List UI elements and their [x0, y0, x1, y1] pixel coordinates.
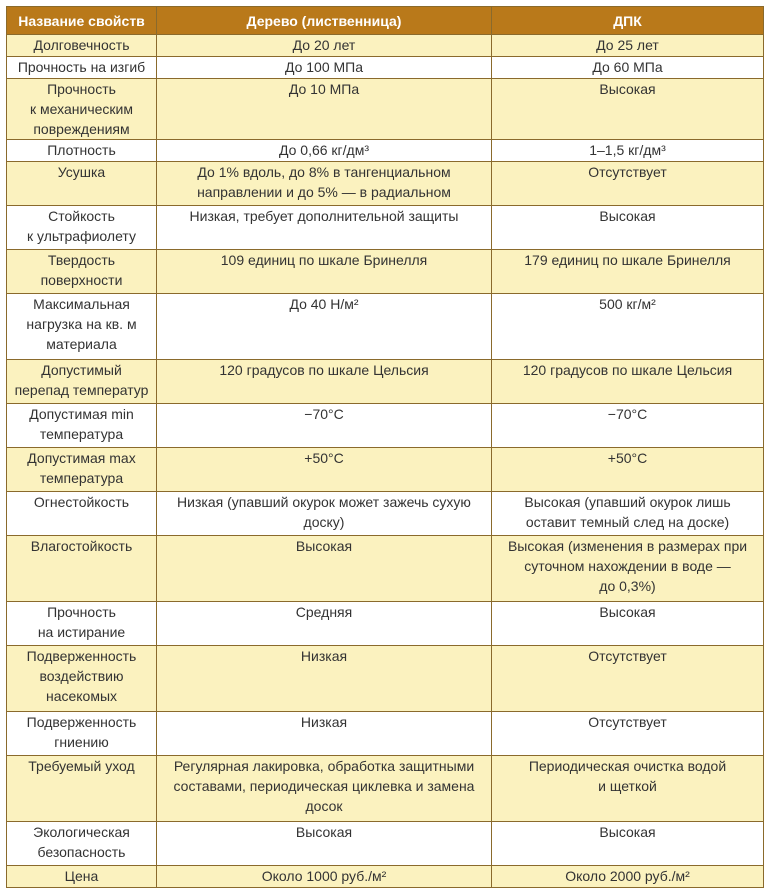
cell-text-line: и щеткой	[598, 778, 657, 794]
table-row	[7, 294, 764, 360]
cell-text-line: Высокая	[599, 604, 656, 620]
cell-text-line: Твердость	[47, 252, 116, 268]
cell-text-line: +50°С	[304, 450, 344, 466]
wpc-cell	[492, 866, 764, 888]
property-cell	[7, 646, 157, 712]
table-row	[7, 57, 764, 79]
cell-text-line: составами, периодическая циклевка и замена	[173, 778, 475, 794]
property-cell	[7, 206, 157, 250]
cell-text-line: До 20 лет	[292, 37, 356, 53]
wood-cell	[157, 866, 492, 888]
cell-text-line: 179 единиц по шкале Бринелля	[524, 252, 731, 268]
cell-text-line: Низкая	[300, 648, 348, 664]
wpc-cell	[492, 756, 764, 822]
cell-text-line: суточном нахождении в воде —	[524, 558, 731, 574]
wood-cell	[157, 140, 492, 162]
cell-text-line: 109 единиц по шкале Бринелля	[220, 252, 428, 268]
cell-text-line: направлении и до 5% — в радиальном	[197, 184, 451, 200]
cell-text-line: Цена	[64, 868, 99, 884]
cell-text-line: 1–1,5 кг/дм³	[589, 142, 666, 158]
wood-cell	[157, 602, 492, 646]
cell-text-line: Отсутствует	[588, 648, 667, 664]
comparison-table	[6, 6, 764, 888]
cell-text-line: Прочность на изгиб	[17, 59, 146, 75]
cell-text-line: температура	[39, 470, 124, 486]
wpc-cell	[492, 404, 764, 448]
cell-text-line: температура	[39, 426, 124, 442]
cell-text-line: Огнестойкость	[33, 494, 130, 510]
header-wpc: ДПК	[492, 7, 764, 35]
cell-text-line: Регулярная лакировка, обработка защитными	[173, 758, 475, 774]
table-row	[7, 404, 764, 448]
wood-cell	[157, 404, 492, 448]
cell-text-line: Высокая	[599, 824, 656, 840]
table-row	[7, 536, 764, 602]
cell-text-line: Низкая (упавший окурок может зажечь сухую	[177, 494, 471, 510]
property-cell	[7, 404, 157, 448]
table-row	[7, 712, 764, 756]
cell-text-line: Экологическая	[33, 824, 130, 840]
cell-text-line: До 25 лет	[596, 37, 659, 53]
property-cell	[7, 79, 157, 140]
table-row	[7, 756, 764, 822]
cell-text-line: оставит темный след на доске)	[525, 514, 730, 530]
cell-text-line: Допустимая max	[27, 450, 136, 466]
cell-text-line: перепад температур	[14, 382, 149, 398]
cell-text-line: Подверженность	[26, 648, 137, 664]
property-cell	[7, 492, 157, 536]
wpc-cell	[492, 294, 764, 360]
table-row	[7, 162, 764, 206]
cell-text-line: Отсутствует	[588, 164, 667, 180]
table-row	[7, 822, 764, 866]
wood-cell	[157, 822, 492, 866]
wpc-cell	[492, 536, 764, 602]
table-row	[7, 492, 764, 536]
cell-text-line: До 60 МПа	[592, 59, 663, 75]
wpc-cell	[492, 250, 764, 294]
cell-text-line: доску)	[303, 514, 345, 530]
cell-text-line: материала	[46, 336, 117, 352]
cell-text-line: Средняя	[295, 604, 353, 620]
cell-text-line: досок	[305, 798, 343, 814]
table-row	[7, 79, 764, 140]
table-row	[7, 140, 764, 162]
property-cell	[7, 866, 157, 888]
cell-text-line: Допустимый	[41, 362, 122, 378]
cell-text-line: −70°С	[607, 406, 648, 422]
header-wood: Дерево (лиственница)	[157, 7, 492, 35]
cell-text-line: Стойкость	[48, 208, 115, 224]
cell-text-line: Долговечность	[33, 37, 130, 53]
wpc-cell	[492, 822, 764, 866]
wood-cell	[157, 35, 492, 57]
cell-text-line: 120 градусов по шкале Цельсия	[522, 362, 733, 378]
cell-text-line: До 1% вдоль, до 8% в тангенциальном	[197, 164, 451, 180]
wood-cell	[157, 536, 492, 602]
cell-text-line: Допустимая min	[29, 406, 134, 422]
table-row	[7, 360, 764, 404]
wpc-cell	[492, 712, 764, 756]
cell-text-line: до 0,3%)	[599, 578, 656, 594]
wood-cell	[157, 448, 492, 492]
cell-text-line: Требуемый уход	[28, 758, 135, 774]
table-row	[7, 35, 764, 57]
cell-text-line: Низкая, требует дополнительной защиты	[189, 208, 459, 224]
cell-text-line: поверхности	[40, 272, 123, 288]
cell-text-line: +50°С	[607, 450, 648, 466]
cell-text-line: к ультрафиолету	[27, 228, 136, 244]
cell-text-line: Периодическая очистка водой	[528, 758, 727, 774]
cell-text-line: Высокая (изменения в размерах при	[507, 538, 748, 554]
cell-text-line: к механическим	[30, 101, 133, 117]
header-row	[7, 7, 764, 35]
property-cell	[7, 712, 157, 756]
cell-text-line: гниению	[54, 734, 109, 750]
cell-text-line: До 40 Н/м²	[289, 296, 359, 312]
cell-text-line: 120 градусов по шкале Цельсия	[219, 362, 429, 378]
property-cell	[7, 57, 157, 79]
cell-text-line: Низкая	[300, 714, 348, 730]
cell-text-line: Усушка	[57, 164, 106, 180]
wpc-cell	[492, 492, 764, 536]
cell-text-line: Прочность	[47, 604, 116, 620]
wpc-cell	[492, 57, 764, 79]
property-cell	[7, 602, 157, 646]
wpc-cell	[492, 35, 764, 57]
wpc-cell	[492, 448, 764, 492]
table-body	[7, 35, 764, 888]
cell-text-line: Плотность	[47, 142, 116, 158]
property-cell	[7, 448, 157, 492]
wood-cell	[157, 712, 492, 756]
wood-cell	[157, 162, 492, 206]
cell-text-line: Высокая	[599, 208, 656, 224]
cell-text-line: повреждениям	[33, 121, 130, 137]
wood-cell	[157, 646, 492, 712]
table-row	[7, 646, 764, 712]
cell-text-line: 500 кг/м²	[599, 296, 656, 312]
cell-text-line: Высокая (упавший окурок лишь	[524, 494, 731, 510]
property-cell	[7, 536, 157, 602]
cell-text-line: нагрузка на кв. м	[26, 316, 137, 332]
wpc-cell	[492, 162, 764, 206]
wood-cell	[157, 250, 492, 294]
cell-text-line: Высокая	[295, 538, 353, 554]
cell-text-line: Высокая	[295, 824, 353, 840]
property-cell	[7, 250, 157, 294]
property-cell	[7, 162, 157, 206]
cell-text-line: насекомых	[45, 688, 118, 704]
property-cell	[7, 756, 157, 822]
wpc-cell	[492, 206, 764, 250]
cell-text-line: Около 2000 руб./м²	[565, 868, 690, 884]
wpc-cell	[492, 360, 764, 404]
wpc-cell	[492, 140, 764, 162]
wood-cell	[157, 492, 492, 536]
wood-cell	[157, 294, 492, 360]
cell-text-line: −70°С	[304, 406, 344, 422]
cell-text-line: безопасность	[37, 844, 126, 860]
cell-text-line: Максимальная	[33, 296, 130, 312]
cell-text-line: Отсутствует	[588, 714, 667, 730]
property-cell	[7, 360, 157, 404]
cell-text-line: До 0,66 кг/дм³	[278, 142, 370, 158]
property-cell	[7, 35, 157, 57]
table-row	[7, 448, 764, 492]
cell-text-line: Подверженность	[26, 714, 137, 730]
property-cell	[7, 294, 157, 360]
wood-cell	[157, 206, 492, 250]
cell-text-line: Влагостойкость	[30, 538, 133, 554]
cell-text-line: воздействию	[39, 668, 124, 684]
cell-text-line: Высокая	[599, 81, 656, 97]
property-cell	[7, 140, 157, 162]
wood-cell	[157, 79, 492, 140]
table-row	[7, 206, 764, 250]
table-row	[7, 866, 764, 888]
cell-text-line: Прочность	[47, 81, 116, 97]
cell-text-line: Около 1000 руб./м²	[261, 868, 387, 884]
wood-cell	[157, 360, 492, 404]
wpc-cell	[492, 79, 764, 140]
cell-text-line: на истирание	[37, 624, 126, 640]
table-row	[7, 602, 764, 646]
wood-cell	[157, 57, 492, 79]
wood-cell	[157, 756, 492, 822]
wpc-cell	[492, 602, 764, 646]
wpc-cell	[492, 646, 764, 712]
header-property: Название свойств	[7, 7, 157, 35]
cell-text-line: До 10 МПа	[288, 81, 360, 97]
table-row	[7, 250, 764, 294]
cell-text-line: До 100 МПа	[284, 59, 364, 75]
property-cell	[7, 822, 157, 866]
